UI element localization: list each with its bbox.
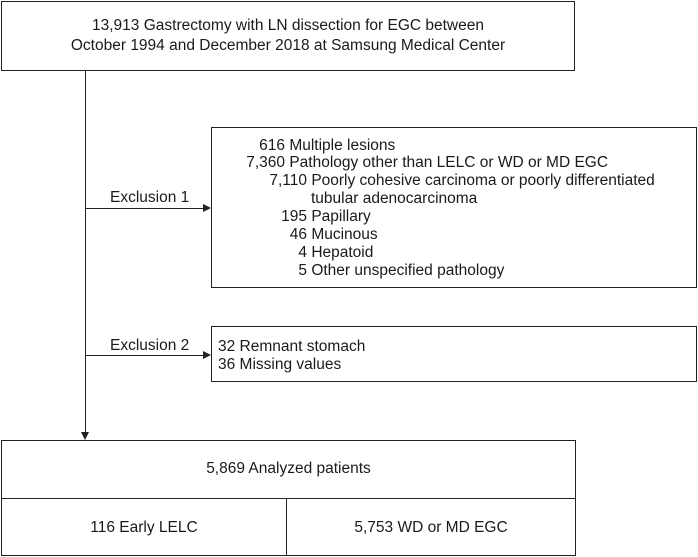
excl1-item: 195 Papillary xyxy=(281,208,371,225)
exclusion-1-box xyxy=(211,127,697,288)
early-lelc-count: 116 Early LELC xyxy=(90,519,198,536)
analyzed-title: 5,869 Analyzed patients xyxy=(206,460,371,477)
excl1-item: 7,110 Poorly cohesive carcinoma or poorly differentiated xyxy=(269,172,655,189)
analyzed-box xyxy=(1,440,576,556)
exclusion-1-label: Exclusion 1 xyxy=(110,189,190,206)
cohort-line-1: 13,913 Gastrectomy with LN dissection for EGC between xyxy=(92,17,484,34)
exclusion-2-box xyxy=(211,326,697,382)
exclusion-2-line xyxy=(85,355,204,356)
excl1-item: 5 Other unspecified pathology xyxy=(298,262,505,279)
excl1-item: 7,360 Pathology other than LELC or WD or MD EGC xyxy=(246,154,609,171)
excl1-item: 46 Mucinous xyxy=(289,226,378,243)
excl1-item-continued: tubular adenocarcinoma xyxy=(311,190,478,207)
arrow-to-analyzed xyxy=(81,432,89,440)
exclusion-2-arrow xyxy=(203,351,211,359)
exclusion-2-label: Exclusion 2 xyxy=(110,337,190,354)
excl2-item: 36 Missing values xyxy=(218,356,342,373)
main-flow-line xyxy=(85,71,86,433)
cohort-box xyxy=(1,1,575,71)
exclusion-1-arrow xyxy=(203,204,211,212)
exclusion-1-line xyxy=(85,208,204,209)
excl1-item: 4 Hepatoid xyxy=(298,244,374,261)
analyzed-divider-h xyxy=(2,498,575,499)
wd-md-egc-count: 5,753 WD or MD EGC xyxy=(354,519,508,536)
cohort-line-2: October 1994 and December 2018 at Samsung Medical Center xyxy=(70,37,506,54)
excl1-item: 616 Multiple lesions xyxy=(259,137,396,154)
excl2-item: 32 Remnant stomach xyxy=(218,338,366,355)
